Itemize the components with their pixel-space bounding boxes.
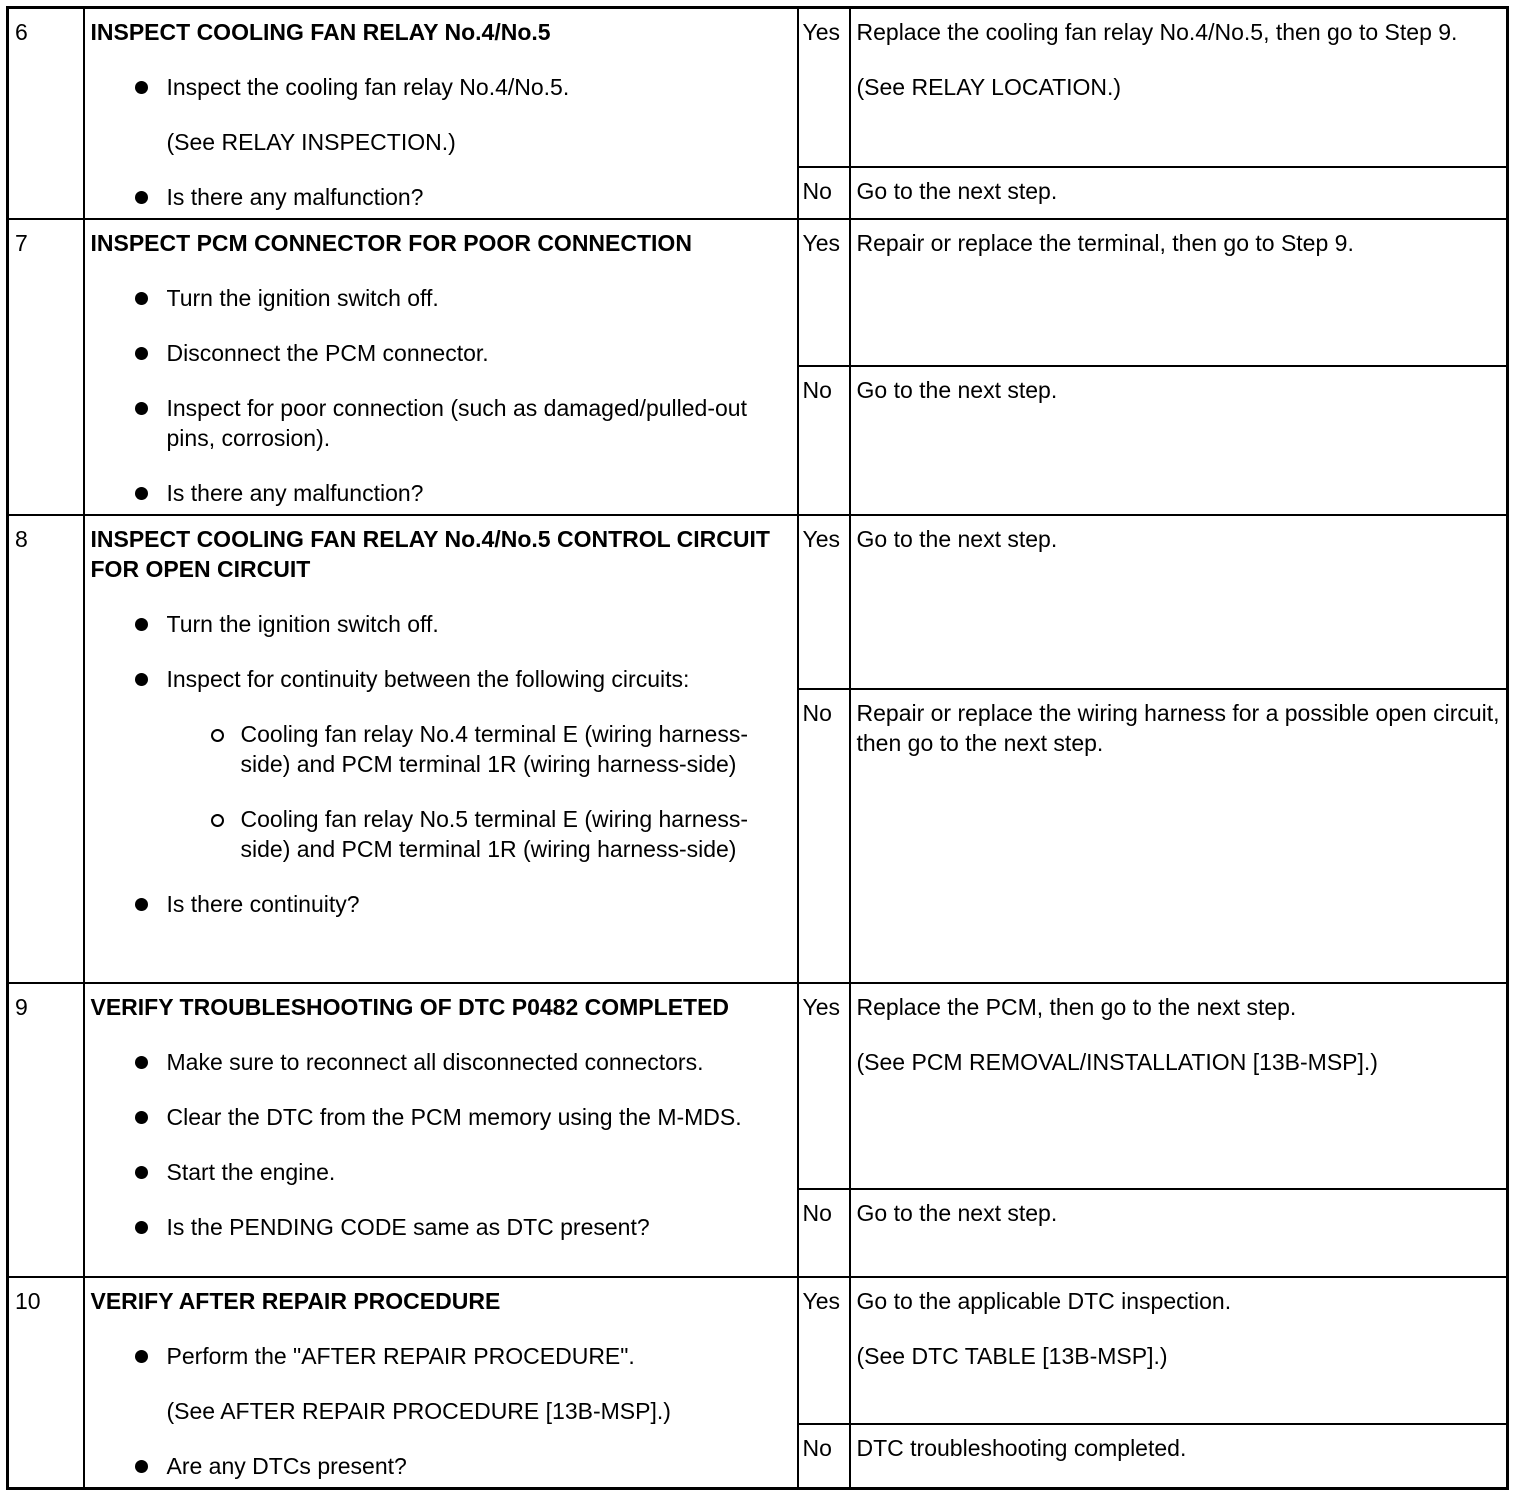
- step-action: [84, 219, 798, 515]
- no-label: No: [798, 167, 850, 219]
- result-text: Go to the next step.: [856, 526, 1058, 552]
- no-label: No: [798, 1189, 850, 1277]
- action-item: Inspect for poor connection (such as damaged/pulled-out pins, corrosion).: [91, 393, 791, 453]
- yes-label: Yes: [798, 1277, 850, 1424]
- result-text: Replace the PCM, then go to the next step.: [856, 994, 1297, 1020]
- yes-label: Yes: [798, 515, 850, 689]
- yes-result: [850, 1277, 1508, 1424]
- step-number: 8: [8, 515, 84, 983]
- action-item: Inspect the cooling fan relay No.4/No.5.: [91, 72, 791, 102]
- yes-result: [850, 983, 1508, 1189]
- no-result: Go to the next step.: [850, 366, 1508, 515]
- step-number: 9: [8, 983, 84, 1277]
- step-action: [84, 8, 798, 220]
- see-reference: (See DTC TABLE [13B-MSP].): [856, 1343, 1168, 1369]
- no-result: Go to the next step.: [850, 1189, 1508, 1277]
- step-row-8: [8, 515, 1508, 689]
- step-number: 6: [8, 8, 84, 220]
- action-item: Is there continuity?: [91, 889, 791, 919]
- step-action: [84, 515, 798, 983]
- step-row-9: [8, 983, 1508, 1189]
- step-title: VERIFY AFTER REPAIR PROCEDURE: [90, 1288, 501, 1314]
- action-item-text: Inspect for continuity between the following circuits:: [166, 666, 690, 692]
- yes-label: Yes: [798, 983, 850, 1189]
- step-row-10: [8, 1277, 1508, 1424]
- no-result: Go to the next step.: [850, 167, 1508, 219]
- yes-result: [850, 219, 1508, 366]
- result-text: Go to the applicable DTC inspection.: [856, 1288, 1232, 1314]
- step-number: 7: [8, 219, 84, 515]
- action-item: Are any DTCs present?: [91, 1451, 791, 1481]
- no-label: No: [798, 1424, 850, 1489]
- yes-label: Yes: [798, 8, 850, 167]
- action-item: Is there any malfunction?: [91, 478, 791, 508]
- sub-item: Cooling fan relay No.5 terminal E (wiring harness-side) and PCM terminal 1R (wiring harness-side): [167, 804, 791, 864]
- yes-label: Yes: [798, 219, 850, 366]
- step-title: INSPECT COOLING FAN RELAY No.4/No.5 CONTROL CIRCUIT FOR OPEN CIRCUIT: [90, 526, 770, 582]
- action-item: Turn the ignition switch off.: [91, 609, 791, 639]
- yes-result: [850, 515, 1508, 689]
- action-item: Perform the "AFTER REPAIR PROCEDURE".: [91, 1341, 791, 1371]
- result-text: Repair or replace the terminal, then go to Step 9.: [856, 230, 1354, 256]
- step-row-7: [8, 219, 1508, 366]
- no-label: No: [798, 689, 850, 983]
- step-number: 10: [8, 1277, 84, 1489]
- action-item: Is the PENDING CODE same as DTC present?: [91, 1212, 791, 1242]
- action-item: [91, 664, 791, 864]
- see-reference: (See AFTER REPAIR PROCEDURE [13B-MSP].): [166, 1398, 671, 1424]
- see-reference: (See PCM REMOVAL/INSTALLATION [13B-MSP].): [856, 1049, 1378, 1075]
- step-row-6: [8, 8, 1508, 167]
- yes-result: [850, 8, 1508, 167]
- action-item: Start the engine.: [91, 1157, 791, 1187]
- no-result: DTC troubleshooting completed.: [850, 1424, 1508, 1489]
- sub-item: Cooling fan relay No.4 terminal E (wiring harness-side) and PCM terminal 1R (wiring harness-side): [167, 719, 791, 779]
- action-item: Turn the ignition switch off.: [91, 283, 791, 313]
- action-item: Clear the DTC from the PCM memory using the M-MDS.: [91, 1102, 791, 1132]
- action-item: Make sure to reconnect all disconnected connectors.: [91, 1047, 791, 1077]
- see-reference: (See RELAY LOCATION.): [856, 74, 1122, 100]
- step-title: VERIFY TROUBLESHOOTING OF DTC P0482 COMPLETED: [90, 994, 730, 1020]
- result-text: Replace the cooling fan relay No.4/No.5, then go to Step 9.: [856, 19, 1458, 45]
- step-title: INSPECT PCM CONNECTOR FOR POOR CONNECTION: [90, 230, 692, 256]
- action-item: Disconnect the PCM connector.: [91, 338, 791, 368]
- see-reference: (See RELAY INSPECTION.): [166, 129, 456, 155]
- step-action: [84, 983, 798, 1277]
- step-action: [84, 1277, 798, 1489]
- no-result: Repair or replace the wiring harness for a possible open circuit, then go to the next step.: [850, 689, 1508, 983]
- step-title: INSPECT COOLING FAN RELAY No.4/No.5: [90, 19, 551, 45]
- troubleshooting-table: [6, 6, 1509, 1490]
- no-label: No: [798, 366, 850, 515]
- action-item: Is there any malfunction?: [91, 182, 791, 212]
